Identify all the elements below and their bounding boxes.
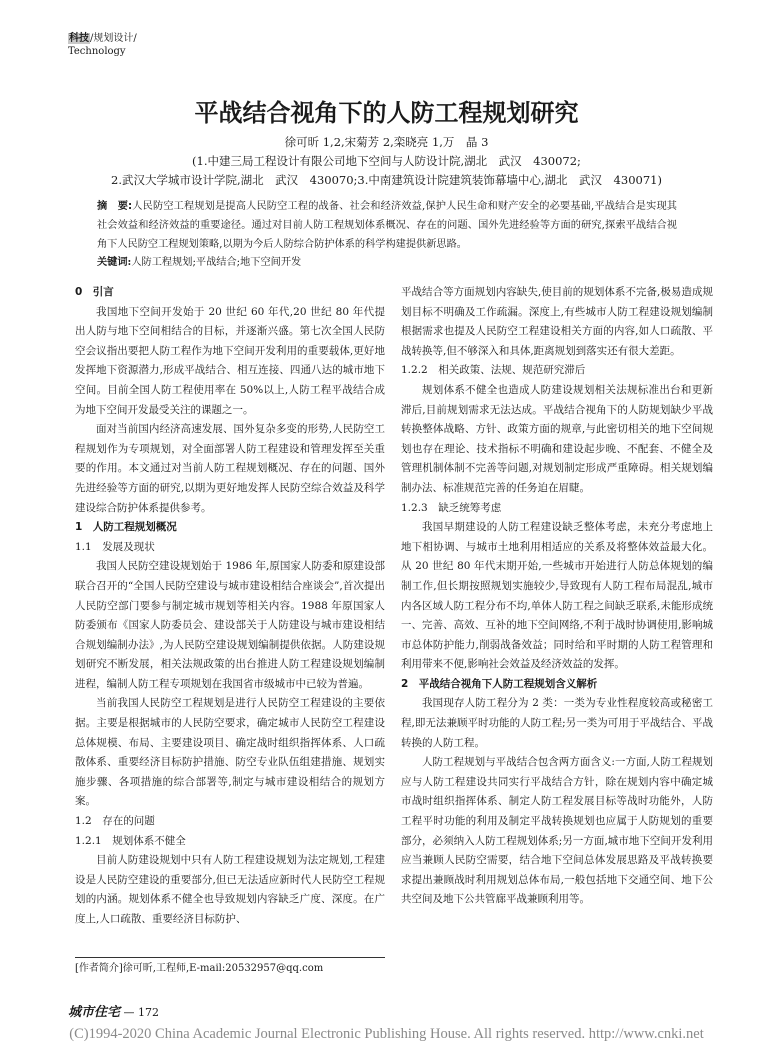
- body-paragraph: 我国人民防空建设规划始于 1986 年,原国家人防委和原建设部联合召开的“全国人民防空建设与城市建设相结合座谈会”,首次提出人民防空部门要参与制定城市规划等相关内容。1988 年原国家人防委颁布《国家人防委员会、建设部关于人防建设与城市建设相结合规划编制办法》,为人民防空建设规划编制提供依据。人防建设规划研究不断发展，相关法规政策的出台推进人防工程建设规划编制进程，编制人防工程专项规划在我国省市级城市中已较为普遍。: [75, 560, 385, 690]
- body-paragraph: 规划体系不健全也造成人防建设规划相关法规标准出台和更新滞后,目前规划需求无法达成。平战结合视角下的人防规划缺少平战转换整体战略、方针、政策方面的规章,与此密切相关的地下空间规划也存在理论、技术指标不明确和建设起步晚、不配套、不健全及管理机制体制不完善等问题,对规划制定形成严重障碍。相关规划编制办法、标准规范完善的任务迫在眉睫。: [401, 383, 713, 494]
- paper-title: 平战结合视角下的人防工程规划研究: [194, 99, 579, 127]
- body-paragraph: 我国地下空间开发始于 20 世纪 60 年代,20 世纪 80 年代提出人防与地下空间相结合的目标，并逐渐兴盛。第七次全国人民防空会议指出要把人防工程作为地下空间开发利用的重要载体,更好地发挥地下资源潜力,形成平战结合、相互连接、四通八达的城市地下空间。目前全国人防工程使用率在 50%以上,人防工程平战结合成为地下空间开发最受关注的课题之一。: [75, 305, 385, 416]
- section-heading: 1 人防工程规划概况: [75, 521, 177, 534]
- keywords-label: 关键词:: [97, 256, 132, 268]
- body-paragraph: 平战结合等方面规划内容缺失,使目前的规划体系不完备,极易造成规划目标不明确及工作疏漏。深度上,有些城市人防工程建设规划编制根据需求也提及人民防空工程建设相关方面的内容,如人口疏散、平战转换等,但不够深入和具体,距离规划到落实还有很大差距。: [401, 286, 713, 357]
- keywords: [97, 255, 677, 270]
- body-paragraph: 目前人防建设规划中只有人防工程建设规划为法定规划,工程建设是人民防空建设的重要部分,但已无法适应新时代人民防空工程规划的内涵。规划体系不健全也导致规划内容缺乏广度、深度。在广度上,人口疏散、重要经济目标防护、: [75, 854, 385, 925]
- subsection-heading: 1.2.1 规划体系不健全: [75, 834, 186, 847]
- page-folio: [68, 1006, 159, 1020]
- body-paragraph: 我国早期建设的人防工程建设缺乏整体考虑，未充分考虑地上地下相协调、与城市土地利用相适应的关系及将整体效益最大化。从 20 世纪 80 年代末期开始,一些城市开始进行人防总体规划的编制工作,但长期按照规划实施较少,导致现有人防工程布局混乱,城市内各区域人防工程分布不均,单体人防工程之间缺乏联系,未能形成统一、完善、高效、互补的地下空间网络,不利于战时协调使用,影响城市总体防护能力,削弱战备效益；同时给和平时期的人防工程管理和利用带来不便,影响社会效益及经济效益的发挥。: [401, 521, 713, 671]
- journal-section-tag: [68, 33, 137, 44]
- abstract-text: 人民防空工程规划是提高人民防空工程的战备、社会和经济效益,保护人民生命和财产安全的必要基础,平战结合是实现其社会效益和经济效益的重要途径。通过对目前人防工程规划体系概况、存在的问题、国外先进经验等方面的研究,探索平战结合视角下人民防空工程规划策略,以期为今后人防综合防护体系的科学构建提供新思路。: [97, 201, 677, 250]
- body-paragraph: 我国现存人防工程分为 2 类：一类为专业性程度较高或秘密工程,即无法兼顾平时功能的人防工程;另一类为可用于平战结合、平战转换的人防工程。: [401, 697, 713, 749]
- footnote-divider: [75, 957, 385, 958]
- subsection-heading: 1.2 存在的问题: [75, 815, 155, 828]
- abstract: [97, 197, 677, 254]
- journal-category: 科技: [69, 33, 89, 44]
- page-number: 172: [138, 1006, 160, 1019]
- abstract-label: 摘 要:: [97, 201, 133, 212]
- subsection-heading: 1.2.3 缺乏统筹考虑: [401, 501, 502, 514]
- section-heading: 2 平战结合视角下人防工程规划含义解析: [401, 677, 598, 690]
- journal-section-english: Technology: [68, 46, 126, 57]
- section-heading: 0 引言: [75, 286, 114, 298]
- left-column: [75, 283, 385, 930]
- subsection-heading: 1.2.2 相关政策、法规、规范研究滞后: [401, 364, 586, 377]
- affiliation-line-2: 2.武汉大学城市设计学院,湖北 武汉 430070;3.中南建筑设计院建筑装饰幕墙中心,湖北 武汉 430071): [111, 173, 662, 187]
- body-paragraph: 面对当前国内经济高速发展、国外复杂多变的形势,人民防空工程规划作为专项规划，对全面部署人防工程建设和管理发挥至关重要的作用。本文通过对当前人防工程规划概况、存在的问题、国外先进经验等方面的研究,以期为更好地发挥人民防空综合效益及科学建设综合防护体系提供参考。: [75, 423, 385, 514]
- author-footnote: [作者简介]徐可昕,工程师,E-mail:20532957@qq.com: [75, 963, 324, 974]
- keywords-text: 人防工程规划;平战结合;地下空间开发: [131, 257, 302, 268]
- body-paragraph: 人防工程规划与平战结合包含两方面含义:一方面,人防工程规划应与人防工程建设共同实行平战结合方针，除在规划内容中确定城市战时组织指挥体系、制定人防工程发展目标等战时功能外，人防工程平时功能的利用及制定平战转换规划也应属于人防规划的重要部分，必须纳入人防工程规划体系;另一方面,城市地下空间开发利用应当兼顾人民防空需要，结合地下空间总体发展思路及平战转换要求提出兼顾战时利用规划总体布局,一般包括地下交通空间、地下公共空间及地下公共管廊平战兼顾利用等。: [401, 756, 713, 906]
- affiliation-line-1: (1.中建三局工程设计有限公司地下空间与人防设计院,湖北 武汉 430072;: [192, 154, 581, 168]
- author-list: 徐可昕 1,2,宋菊芳 2,栾晓亮 1,万 晶 3: [284, 135, 489, 149]
- journal-brand-logo: 城市住宅: [68, 1005, 121, 1020]
- copyright-watermark: (C)1994-2020 China Academic Journal Electronic Publishing House. All rights reserved. http://www.cnki.net: [69, 1026, 704, 1042]
- subsection-heading: 1.1 发展及现状: [75, 540, 155, 553]
- folio-dash: —: [123, 1006, 135, 1019]
- body-paragraph: 当前我国人民防空工程规划是进行人民防空工程建设的主要依据。主要是根据城市的人民防空要求，确定城市人民防空工程建设总体规模、布局、主要建设项目、确定战时组织指挥体系、人口疏散体系、重要经济目标防护措施、防空专业队伍组建措施、规划实施步骤、各项措施的综合部署等,制定与城市建设相结合的规划方案。: [75, 697, 385, 808]
- journal-section: /规划设计/: [90, 33, 137, 44]
- right-column: [401, 283, 713, 910]
